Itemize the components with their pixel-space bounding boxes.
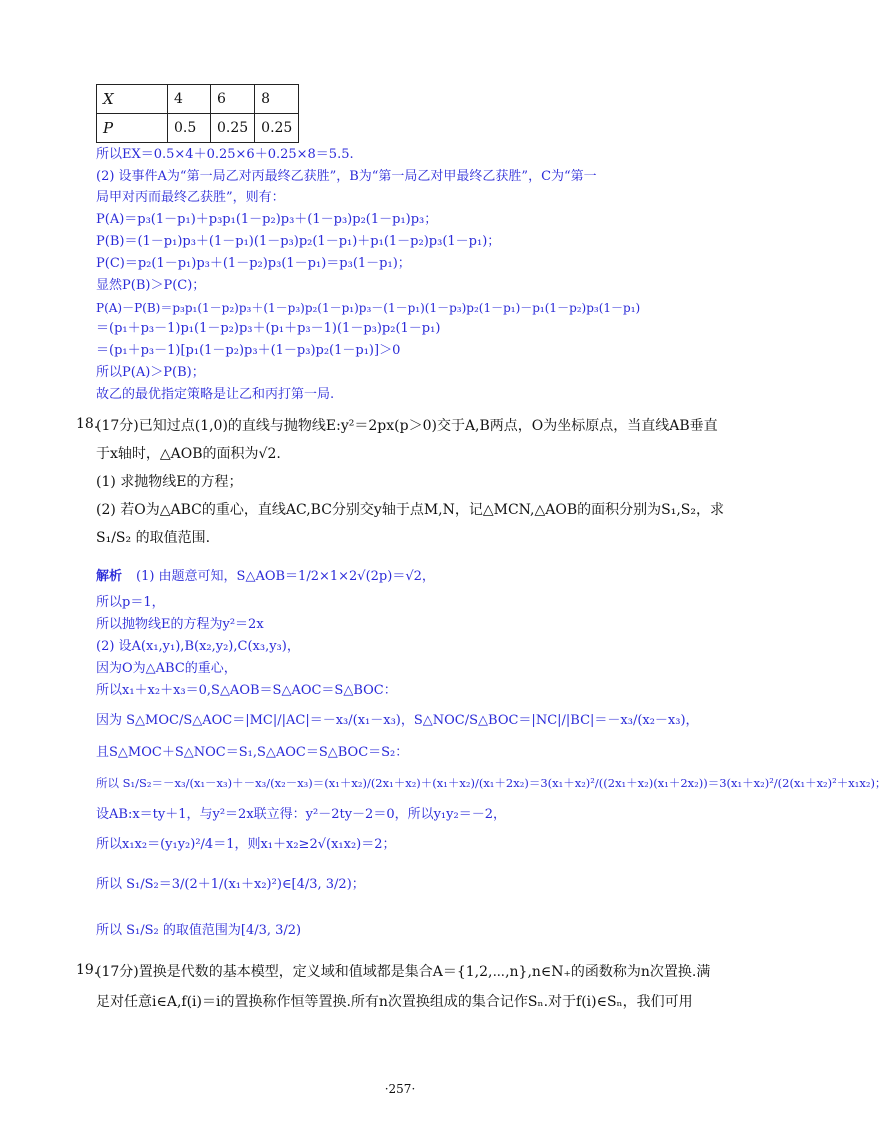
solution-line: 局甲对丙而最终乙获胜”，则有： [96,190,285,205]
table-cell: 8 [255,85,299,114]
problem-text: (17分)已知过点(1,0)的直线与抛物线E:y²＝2px(p＞0)交于A,B两点，O为坐标原点，当直线AB垂直 [96,418,718,434]
table-cell: 6 [211,85,255,114]
problem-number: 19. [76,962,99,978]
solution-line: 且S△MOC＋S△NOC＝S₁,S△AOC＝S△BOC＝S₂： [96,745,409,760]
problem-part: (1) 求抛物线E的方程； [96,474,243,490]
solution-line: (2) 设A(x₁,y₁),B(x₂,y₂),C(x₃,y₃)， [96,639,300,654]
solution-line: P(A)－P(B)＝p₃p₁(1－p₂)p₃＋(1－p₃)p₂(1－p₁)p₃－(1－p₁)(1－p₃)p₂(1－p₁)－p₁(1－p₂)p₃(1－p₁) [96,301,641,315]
distribution-table [96,84,299,143]
solution-line: 所以 S₁/S₂＝－x₃/(x₁－x₃)＋－x₃/(x₂－x₃)＝(x₁＋x₂)/(2x₁＋x₂)＋(x₁＋x₂)/(x₁＋2x₂)＝3(x₁＋x₂)²/((2x₁＋x₂)(x₁＋2x₂))＝3(x₁＋x₂)²/(2(x₁＋x₂)²＋x₁x₂)； [96,776,886,790]
problem-text: (17分)置换是代数的基本模型，定义域和值域都是集合A＝{1,2,⋯,n},n∈N₊的函数称为n次置换.满 [96,964,711,980]
problem-number: 18. [76,416,99,432]
solution-line: 所以抛物线E的方程为y²＝2x [96,617,264,632]
solution-line: 所以x₁x₂＝(y₁y₂)²/4＝1，则x₁＋x₂≥2√(x₁x₂)＝2； [96,837,396,852]
solution-line: 所以EX＝0.5×4＋0.25×6＋0.25×8＝5.5. [96,147,354,162]
solution-line: 因为O为△ABC的重心， [96,661,237,676]
solution-line: 故乙的最优指定策略是让乙和丙打第一局. [96,387,335,402]
problem-text: 于x轴时，△AOB的面积为√2. [96,446,281,462]
solution-line: 因为 S△MOC/S△AOC＝|MC|/|AC|＝－x₃/(x₁－x₃)，S△NOC/S△BOC＝|NC|/|BC|＝－x₃/(x₂－x₃)， [96,713,699,728]
solution-line: 显然P(B)＞P(C)； [96,278,206,293]
table-row [97,114,299,143]
table-cell: 4 [168,85,211,114]
solution-line: 所以x₁＋x₂＋x₃＝0,S△AOB＝S△AOC＝S△BOC： [96,683,397,698]
page-number: ·257· [384,1082,416,1096]
table-cell: 0.25 [255,114,299,143]
table-header-x: X [97,85,168,114]
solution-line: P(A)＝p₃(1－p₁)＋p₃p₁(1－p₂)p₃＋(1－p₃)p₂(1－p₁)p₃； [96,212,438,227]
solution-line: P(B)＝(1－p₁)p₃＋(1－p₁)(1－p₃)p₂(1－p₁)＋p₁(1－p₂)p₃(1－p₁)； [96,234,501,249]
problem-part: (2) 若O为△ABC的重心，直线AC,BC分别交y轴于点M,N，记△MCN,△AOB的面积分别为S₁,S₂，求 [96,502,724,518]
table-row [97,85,299,114]
solution-line: 所以 S₁/S₂＝3/(2＋1/(x₁＋x₂)²)∈[4/3, 3/2)； [96,877,365,892]
solution-line: 设AB:x＝ty＋1，与y²＝2x联立得：y²－2ty－2＝0，所以y₁y₂＝－2， [96,807,506,822]
solution-line: ＝(p₁＋p₃－1)[p₁(1－p₂)p₃＋(1－p₃)p₂(1－p₁)]＞0 [96,343,401,358]
solution-label: 解析 [96,569,123,584]
solution-line: 所以 S₁/S₂ 的取值范围为[4/3, 3/2) [96,923,302,938]
solution-line: (1) 由题意可知，S△AOB＝1/2×1×2√(2p)＝√2， [136,569,435,584]
solution-line: 所以p＝1， [96,595,165,610]
solution-line: ＝(p₁＋p₃－1)p₁(1－p₂)p₃＋(p₁＋p₃－1)(1－p₃)p₂(1－p₁) [96,321,441,336]
problem-text: 足对任意i∈A,f(i)＝i的置换称作恒等置换.所有n次置换组成的集合记作Sₙ.对于f(i)∈Sₙ，我们可用 [96,994,693,1010]
problem-part: S₁/S₂ 的取值范围. [96,530,211,546]
table-cell: 0.25 [211,114,255,143]
solution-line: P(C)＝p₂(1－p₁)p₃＋(1－p₂)p₃(1－p₁)＝p₃(1－p₁)； [96,256,411,271]
solution-line: (2) 设事件A为“第一局乙对丙最终乙获胜”，B为“第一局乙对甲最终乙获胜”，C为“第一 [96,169,597,184]
table-header-p: P [97,114,168,143]
solution-line: 所以P(A)＞P(B)； [96,365,205,380]
table-cell: 0.5 [168,114,211,143]
